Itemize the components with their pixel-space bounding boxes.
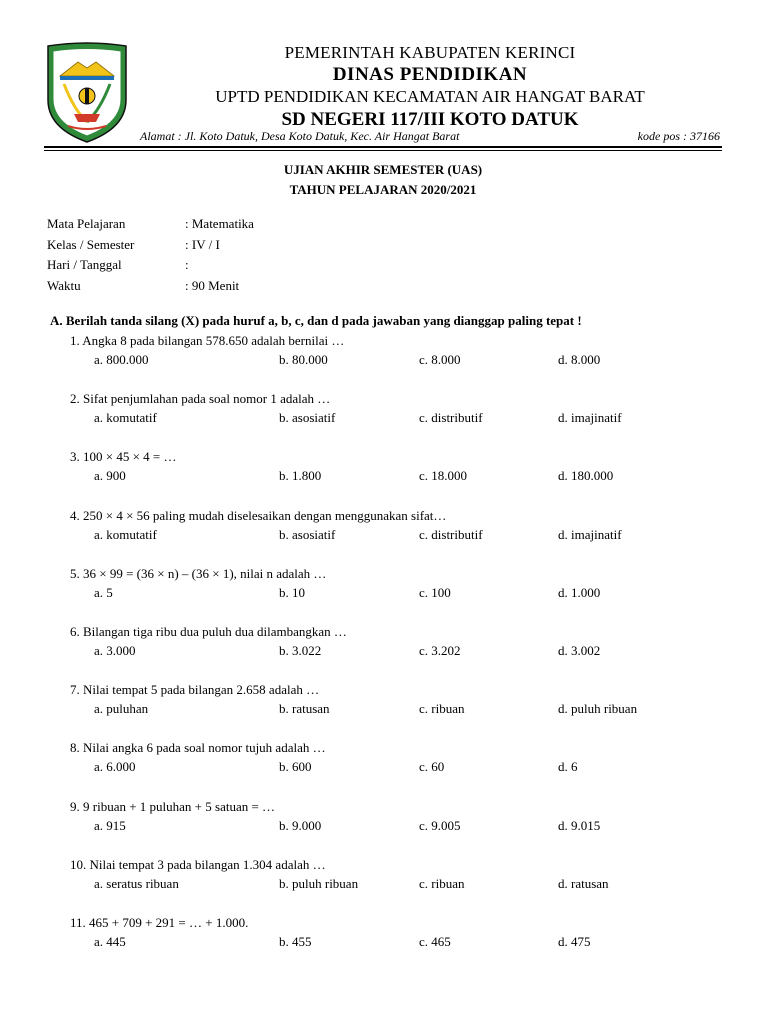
unit-name: UPTD PENDIDIKAN KECAMATAN AIR HANGAT BARAT bbox=[215, 87, 645, 106]
option-a: a. 5 bbox=[94, 584, 113, 600]
option-a: a. 915 bbox=[94, 817, 126, 833]
option-d: d. 1.000 bbox=[558, 584, 601, 600]
option-d: d. 6 bbox=[558, 759, 578, 775]
question-stem: 11. 465 + 709 + 291 = … + 1.000. bbox=[70, 914, 249, 930]
option-c: c. 60 bbox=[419, 759, 445, 775]
academic-year: TAHUN PELAJARAN 2020/2021 bbox=[289, 182, 477, 197]
header-divider-thin bbox=[44, 150, 722, 151]
question-item bbox=[0, 914, 768, 972]
letterhead bbox=[136, 42, 724, 132]
question-item bbox=[0, 856, 768, 914]
option-a: a. puluhan bbox=[94, 701, 149, 717]
option-c: c. 9.005 bbox=[419, 817, 461, 833]
option-b: b. 1.800 bbox=[279, 468, 322, 484]
option-d: d. puluh ribuan bbox=[558, 701, 638, 717]
option-c: c. 8.000 bbox=[419, 352, 461, 367]
question-stem: 9. 9 ribuan + 1 puluhan + 5 satuan = … bbox=[70, 798, 276, 814]
option-b: b. 10 bbox=[279, 584, 305, 600]
option-a: a. seratus ribuan bbox=[94, 875, 179, 891]
option-b: b. 455 bbox=[279, 933, 312, 949]
question-item bbox=[0, 332, 768, 390]
identity-value: : IV / I bbox=[185, 236, 220, 252]
identity-value: : 90 Menit bbox=[185, 277, 240, 293]
option-c: c. 465 bbox=[419, 933, 451, 949]
identity-row bbox=[47, 255, 647, 276]
identity-value: : bbox=[185, 257, 189, 272]
identity-label: Waktu bbox=[47, 277, 81, 293]
identity-label: Mata Pelajaran bbox=[47, 216, 126, 231]
option-d: d. 8.000 bbox=[558, 352, 601, 367]
option-a: a. komutatif bbox=[94, 410, 157, 426]
option-c: c. ribuan bbox=[419, 875, 465, 891]
exam-title: UJIAN AKHIR SEMESTER (UAS) bbox=[283, 162, 483, 177]
school-emblem-icon bbox=[44, 40, 130, 144]
option-c: c. 100 bbox=[419, 584, 451, 600]
question-stem: 2. Sifat penjumlahan pada soal nomor 1 adalah … bbox=[70, 391, 331, 407]
option-a: a. 900 bbox=[94, 468, 126, 484]
question-stem: 10. Nilai tempat 3 pada bilangan 1.304 adalah … bbox=[70, 856, 326, 872]
question-item bbox=[0, 739, 768, 797]
option-c: c. 3.202 bbox=[419, 642, 461, 658]
school-name: SD NEGERI 117/III KOTO DATUK bbox=[281, 109, 579, 130]
option-b: b. puluh ribuan bbox=[279, 875, 359, 891]
identity-label: Hari / Tanggal bbox=[47, 257, 122, 272]
identity-row bbox=[47, 214, 647, 235]
postal-code: kode pos : 37166 bbox=[637, 129, 720, 143]
option-d: d. 475 bbox=[558, 933, 591, 949]
option-a: a. 445 bbox=[94, 933, 126, 949]
option-a: a. komutatif bbox=[94, 526, 157, 542]
question-item bbox=[0, 390, 768, 448]
option-d: d. imajinatif bbox=[558, 410, 622, 426]
option-b: b. ratusan bbox=[279, 701, 330, 717]
option-d: d. imajinatif bbox=[558, 526, 622, 542]
exam-title-block bbox=[44, 160, 722, 200]
option-a: a. 800.000 bbox=[94, 352, 149, 367]
option-b: b. asosiatif bbox=[279, 526, 336, 542]
question-item bbox=[0, 448, 768, 506]
question-stem: 4. 250 × 4 × 56 paling mudah diselesaikan dengan menggunakan sifat… bbox=[70, 507, 447, 523]
question-item bbox=[0, 681, 768, 739]
question-item bbox=[0, 623, 768, 681]
option-d: d. 180.000 bbox=[558, 468, 614, 484]
question-list bbox=[0, 332, 768, 972]
option-b: b. 9.000 bbox=[279, 817, 322, 833]
option-c: c. 18.000 bbox=[419, 468, 468, 484]
option-c: c. distributif bbox=[419, 410, 483, 426]
identity-block bbox=[47, 214, 647, 296]
question-stem: 5. 36 × 99 = (36 × n) – (36 × 1), nilai n adalah … bbox=[70, 565, 327, 581]
option-b: b. 80.000 bbox=[279, 352, 328, 367]
option-c: c. distributif bbox=[419, 526, 483, 542]
section-instruction: A. Berilah tanda silang (X) pada huruf a, b, c, dan d pada jawaban yang dianggap paling tepat ! bbox=[50, 313, 582, 328]
identity-label: Kelas / Semester bbox=[47, 236, 135, 252]
option-d: d. 3.002 bbox=[558, 642, 601, 658]
identity-row bbox=[47, 235, 647, 256]
option-b: b. asosiatif bbox=[279, 410, 336, 426]
question-stem: 7. Nilai tempat 5 pada bilangan 2.658 adalah … bbox=[70, 682, 320, 698]
option-b: b. 3.022 bbox=[279, 642, 322, 658]
question-item bbox=[0, 565, 768, 623]
option-a: a. 3.000 bbox=[94, 642, 136, 658]
option-d: d. 9.015 bbox=[558, 817, 601, 833]
question-stem: 8. Nilai angka 6 pada soal nomor tujuh adalah … bbox=[70, 740, 326, 756]
office-name: DINAS PENDIDIKAN bbox=[332, 64, 528, 85]
question-item bbox=[0, 798, 768, 856]
option-a: a. 6.000 bbox=[94, 759, 136, 775]
option-d: d. ratusan bbox=[558, 875, 609, 891]
identity-value: : Matematika bbox=[185, 216, 254, 231]
option-b: b. 600 bbox=[279, 759, 312, 775]
header-divider-thick bbox=[44, 146, 722, 148]
question-stem: 3. 100 × 45 × 4 = … bbox=[70, 449, 177, 465]
question-stem: 1. Angka 8 pada bilangan 578.650 adalah bernilai … bbox=[70, 333, 345, 348]
question-item bbox=[0, 507, 768, 565]
option-c: c. ribuan bbox=[419, 701, 465, 717]
school-address: Alamat : Jl. Koto Datuk, Desa Koto Datuk, Kec. Air Hangat Barat bbox=[140, 129, 460, 143]
question-stem: 6. Bilangan tiga ribu dua puluh dua dilambangkan … bbox=[70, 623, 347, 639]
identity-row bbox=[47, 276, 647, 297]
government-name: PEMERINTAH KABUPATEN KERINCI bbox=[284, 43, 576, 62]
